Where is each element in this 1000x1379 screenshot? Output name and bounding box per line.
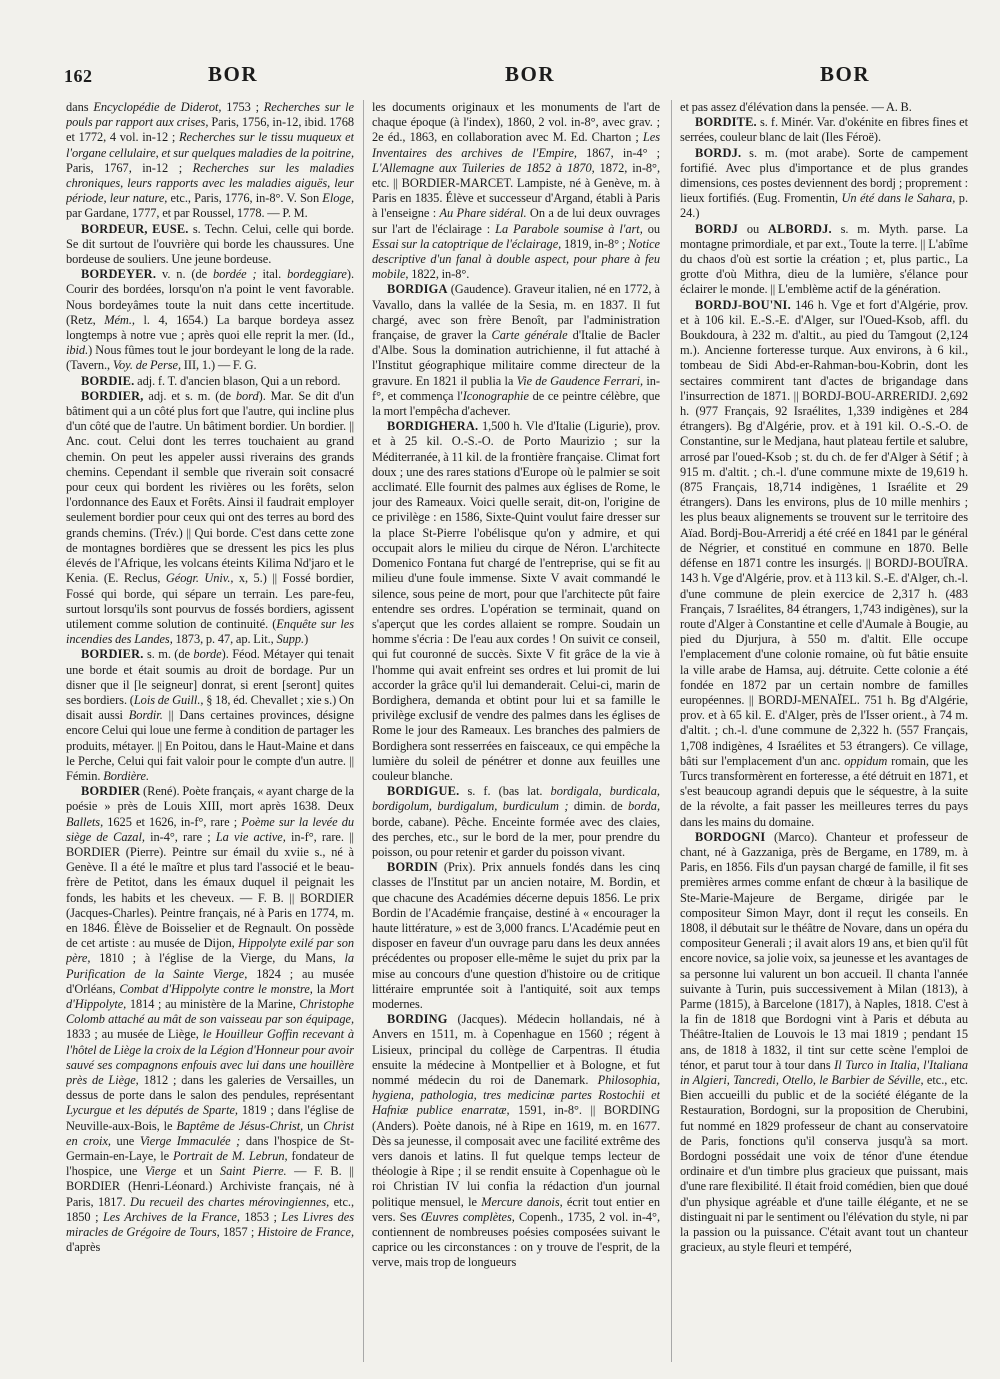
entry-text: adj. et s. m. (de <box>143 388 236 403</box>
entry-text: p. 24.) <box>680 191 968 221</box>
italic-text: la Purification de la Sainte Vierge, <box>66 951 354 981</box>
italic-text: Combat d'Hippolyte contre le monstre, <box>119 981 313 996</box>
entry-text: adj. f. T. d'ancien blason, Qui a un rebord. <box>134 373 341 388</box>
entry-text: s. m. Myth. parse. La montagne primordiale, et par ext., Toute la terre. || L'abîme du chaos d'où est sortie la création ; et, plus partic., La grotte d'où Mithra, dieu de la lumière, s'élance pour éclairer le monde. || L'emblème actif de la génération. <box>680 221 968 297</box>
italic-text: Mém., <box>104 312 135 327</box>
entry-lemma: BORDEYER. <box>81 267 157 282</box>
italic-text: bordeggiare <box>287 267 347 282</box>
entry-text: ou <box>642 221 660 236</box>
entry-lemma: BORDIER, <box>81 388 144 403</box>
entry-text: dans <box>66 100 94 114</box>
entry-text: 1591, in-8°. || BORDING (Anders). Poète danois, né à Ripe en 1619, m. en 1677. Dès sa jeunesse, il composait avec une facilité extrême des vers danois et latins. Il fut quelque temps lecteur de théologie à Ripe ; il se rendit ensuite à Copenhague où le roi Christian IV lui confia la rédaction d'un journal politique mensuel, le <box>372 1103 660 1209</box>
dictionary-entry <box>372 860 660 1012</box>
italic-text: Au Phare sidéral. <box>439 206 527 221</box>
italic-text: La Parabole soumise à l'art, <box>495 221 643 236</box>
entry-text: x, 5.) || Fossé bordier, Fossé qui borde, qui sépare un terrain. Les pare-feu, surtout lorsqu'ils sont pourvus de fossés bordiers, agissent utilement comme solution de continuité. ( <box>66 571 354 631</box>
continued-paragraph <box>372 100 660 282</box>
dictionary-entry <box>680 298 968 830</box>
entry-text: (Jacques). Médecin hollandais, né à Anvers en 1511, m. à Copenhague en 1560 ; régent à Lisieux, principal du collège de Carpentras. Il étudia ensuite la médecine à Montpellier et à Bologne, et fut nommé médecin du roi de Danemark. <box>372 1012 660 1087</box>
dictionary-entry <box>372 784 660 860</box>
italic-text: Vie de Gaudence Ferrari, <box>516 373 644 388</box>
entry-text: (Marco). Chanteur et professeur de chant, né à Gazzaniga, près de Bergame, en 1789, m. à Paris, en 1856. Fils d'un paysan chargé de famille, il fit ses premières armes comme enfant de chœur à la basilique de Ste-Marie-Majeure de Bergame, dirigée par le compositeur Simon Mayr, dont il reçut les conseils. En 1808, il débutait sur le théâtre de Novare, dans un opéra du compositeur Generali ; il avait alors 19 ans, et bien qu'il fût encore novice, sa jolie voix, sa jeunesse et les avantages de sa personne lui valurent un bon accueil. Il chanta l'année suivante à Turin, puis successivement à Milan (1813), à Parme (1815), à Barcelone (1817), à Naples, 1818. C'est à la fin de 1818 que Bordogni vint à Paris et débuta au Théâtre-Italien de Louvois le 13 mai 1819 ; pendant 15 ans, de 1818 à 1832, il tint sur cette scène l'emploi de ténor, et parut tour à tour dans <box>680 829 968 1072</box>
entry-text: Paris, 1756, in-12, ibid. 1768 et 1772, 4 vol. in-12 ; <box>66 115 354 145</box>
dictionary-entry <box>680 146 968 222</box>
entry-text: 1867, in-4° ; <box>576 145 660 160</box>
italic-text: Portrait de M. Lebrun, <box>172 1149 288 1164</box>
italic-text: Carte générale <box>491 328 568 343</box>
italic-text: Mercure danois, <box>481 1194 563 1209</box>
entry-text: On a de lui deux ouvrages sur l'art de l'éclairage : <box>372 206 660 236</box>
entry-text: s. Techn. Celui, celle qui borde. Se dit surtout de l'ouvrière qui borde les chaussures. Une bordeuse de souliers. Une jeune bordeuse. <box>66 221 354 267</box>
entry-text: 1819, in-8° ; <box>561 236 628 251</box>
entry-text: écrit tout entier en vers. Ses <box>372 1194 660 1224</box>
italic-text: bordée ; <box>212 267 257 282</box>
entry-lemma: BORDIN <box>387 860 438 875</box>
dictionary-entry <box>680 830 968 1256</box>
italic-text: Les Inventaires des archives de l'Empire, <box>372 130 660 160</box>
entry-text: Paris, 1767, in-12 ; <box>66 160 193 175</box>
italic-text: Poème sur la levée du siège de Cazal, <box>66 814 354 844</box>
entry-lemma: BORDEUR, EUSE. <box>81 221 189 236</box>
entry-text: la <box>312 981 330 996</box>
entry-text: || Dans certaines provinces, désigne encore Celui qui loue une ferme à condition de partager les produits, métayer. || En Poitou, dans le Haut-Maine et dans le Perche, Celui qui fait valoir pour le compte d'un autre. || Fémin. <box>66 708 354 783</box>
dictionary-entry <box>372 419 660 784</box>
italic-text: Histoire de France, <box>257 1225 354 1240</box>
entry-text: d'Italie de Bacler d'Albe. Sous la domination autrichienne, il fut attaché à l'Institut géographique militaire comme directeur de la gravure. En 1821 il publia la <box>372 328 660 388</box>
dictionary-entry <box>680 115 968 145</box>
continued-paragraph <box>680 100 968 115</box>
entry-text: 1753 ; <box>221 100 264 114</box>
italic-text: Enquête sur les incendies des Landes, <box>66 616 354 647</box>
continued-paragraph <box>66 100 354 222</box>
entry-lemma: BORDIGUE. <box>387 784 460 799</box>
italic-text: Du recueil des chartes mérovingiennes, <box>130 1194 330 1209</box>
entry-text: 1822, in-8°. <box>408 267 470 282</box>
entry-text: Copenh., 1735, 2 vol. in-4°, contiennent de nombreuses poésies composées suivant le caprice ou les circonstances : on y trouve de l'esprit, de la verve, mais trop de longueurs <box>372 1209 660 1270</box>
dictionary-entry <box>66 267 354 373</box>
entry-text: ). Mar. Se dit d'un bâtiment qui a un côté plus fort que l'autre, qui incline plus d'un côté que de l'autre. Un bâtiment bordier. Un bordier. || Anc. cout. Celui dont les terres touchaient au grand chemin. On peut les appeler aussi riverains des grands chemins. Cependant il semble que riverain soit consacré pour ceux qui bordent les rivières ou les forêts, selon l'ordonnance des Eaux et Forêts. Ainsi il faudrait employer seulement bordier pour ceux qui ont des terres au bord des grands chemins. (Trév.) || Qui borde. C'est dans cette zone de montagnes bordières que se dressent les pics les plus élevés de l'Afrique, les volcans éteints Kilima Nd'jaro et le Kenia. (E. Reclus, <box>66 388 354 586</box>
italic-text: Recherches sur le pouls par rapport aux crises, <box>66 100 354 130</box>
italic-text: Un été dans le Sahara, <box>841 191 956 206</box>
italic-text: L'Allemagne aux Tuileries de 1852 à 1870, <box>372 160 595 175</box>
italic-text: Christophe Colomb attaché au mât de son vaisseau par son équipage, <box>66 996 354 1027</box>
entry-text: par Gardane, 1777, et par Roussel, 1778. — P. M. <box>66 206 308 221</box>
entry-text: ) Nous fûmes tout le jour bordeyant le long de la rade. (Tavern., <box>66 343 354 373</box>
entry-text: 146 h. Vge et fort d'Algérie, prov. et à 106 kil. E.-S.-E. d'Alger, sur l'Oued-Ksob, affl. du Boukdoura, à 232 m. d'altit., au pied du Tamgout (2,124 m.). Ancienne forteresse turque. Aux environs, à 6 kil., tombeau de Sidi Abd-er-Rahman-bou-Kobrin, dont les sectaires commirent tant d'actes de brigandage dans l'insurrection de 1871. || BORDJ-BOU-ARRERIDJ. 2,692 h. (977 Français, 92 Israélites, 1,339 indigènes et 284 étrangers). Bg d'Algérie, prov. et à 191 kil. O.-S.-O. de Constantine, sur le Medjana, haut plateau fertile et salubre, arrosé par l'oued-Ksob ; st. du ch. de fer d'Alger à Sétif ; à 915 m. d'altit. ; ch.-l. d'une commune mixte de 19,619 h. (875 Français, 18,714 indigènes, 1 Israélite et 29 étrangers). Dans les environs, plus de 10 mille menhirs ; les plus beaux alignements se trouvent sur le territoire des Aïad. Bordj-Bou-Arreridj a été créé en 1841 par le général de Négrier, et constitué en commune en 1870. Belle défense en 1871 contre les insurgés. || BORDJ-BOUÏRA. 143 h. Vge d'Algérie, prov. et à 113 kil. S.-E. d'Alger, ch.-l. d'une commune de plein exercice de 2,317 h. (483 Français, 7 Israélites, 84 étrangers, 1,743 indigènes), sur la route d'Alger à Constantine et celle d'Aumale à Bougie, au pied du Djurjura, à 550 m. d'altit. Elle occupe l'emplacement d'une colonie romaine, où fut bâtie ensuite la ville arabe de Hamsa, auj. détruite. Cette colonie a été fondée en 1872 par un certain nombre de familles européennes. || BORDJ-MENAÏEL. 751 h. Bg d'Algérie, prov. et à 65 kil. E. d'Alger, près de l'Isser orient., à 74 m. d'altit. ; ch.-l. d'une commune de 2,322 h. (557 Français, 1,708 indigènes, 4 Israélites et 53 étrangers). Ce village, bâti sur l'emplacement d'un anc. <box>680 297 968 768</box>
italic-text: borde <box>193 647 222 662</box>
entry-text: dans l'hospice de St-Germain-en-Laye, le <box>66 1133 354 1164</box>
entry-text: — F. B. || BORDIER (Henri-Léonard.) Archiviste français, né à Paris, 1817. <box>66 1164 354 1209</box>
entry-text: (René). Poète français, « ayant charge de la poésie » près de Louis XIII, mort après 1638. Deux <box>66 784 354 814</box>
entry-lemma: BORDING <box>387 1012 448 1027</box>
italic-text: Vierge <box>144 1164 177 1179</box>
entry-text: 1857 ; <box>219 1225 258 1240</box>
entry-text: 1819 ; dans l'église de Neuville-aux-Bois, le <box>66 1103 354 1133</box>
entry-text: § 18, éd. Chevallet ; xie s.) On disait aussi <box>66 692 354 723</box>
italic-text: Supp. <box>276 632 305 647</box>
running-headword-right: BOR <box>820 62 871 86</box>
entry-text: in-f°, et commença l' <box>372 373 660 403</box>
italic-text: Recherches sur les maladies chroniques, leurs rapports avec les maladies aiguës, leur période, leur nature, <box>66 160 354 206</box>
italic-text: Bordir. <box>128 708 163 723</box>
entry-text: 1873, p. 47, ap. Lit., <box>172 632 277 647</box>
entry-text: d'après <box>66 1240 101 1255</box>
entry-text: 1812 ; dans les galeries de Versailles, un dessus de porte dans le salon des pendules, représentant <box>66 1073 354 1103</box>
entry-text: une <box>110 1133 140 1148</box>
italic-text: Vierge Immaculée ; <box>139 1133 241 1148</box>
entry-text: v. n. (de <box>156 267 213 282</box>
entry-lemma: BORDJ. <box>695 145 742 160</box>
entry-text: et pas assez d'élévation dans la pensée. — A. B. <box>680 100 912 114</box>
dictionary-entry <box>66 222 354 268</box>
italic-text: Mort d'Hippolyte, <box>66 981 354 1011</box>
entry-text: dimin. de <box>568 799 629 814</box>
entry-lemma: ALBORDJ. <box>767 221 832 236</box>
italic-text: Bordière. <box>103 768 149 783</box>
entry-lemma: BORDIER <box>81 784 141 799</box>
italic-text: Encyclopédie de Diderot, <box>93 100 222 114</box>
italic-text: Œuvres complètes, <box>420 1209 515 1224</box>
italic-text: bord <box>235 388 259 403</box>
entry-text: 1833 ; au musée de Liège, <box>66 1027 203 1042</box>
entry-text: 1,500 h. Vle d'Italie (Ligurie), prov. et à 25 kil. O.-S.-O. de Porto Maurizio ; sur la Méditerranée, à 11 kil. de la frontière française. Climat fort doux ; une des rares stations d'Europe où le palmier se soit acclimaté. Elle fournit des palmes aux églises de Rome, le jour des Rameaux. Voici quelle serait, dit-on, l'origine de ce privilège : en 1586, Sixte-Quint voulut faire dresser sur la place St-Pierre l'obélisque qu'on y admire, et qui occupait alors le milieu du cirque de Néron. L'architecte Domenico Fontana fut chargé de l'entreprise, qui se fit au milieu d'une foule immense. Sixte V avait commandé le silence, sous peine de mort, pour que l'architecte pût faire entendre ses ordres. L'opération se terminait, quand on s'aperçut que les cordes allaient se rompre. Soudain un homme s'écria : De l'eau aux cordes ! On suivit ce conseil, qui fut couronné de succès. Sixte V fit grâce de la vie à l'homme qui avait enfreint ses ordres et lui promit de lui accorder la grâce qu'il lui demanderait. Celui-ci, marin de Bordighera, demanda et obtint pour lui et sa famille le privilège exclusif de vendre des palmes dans les églises de Rome le jour des Rameaux. Les branches des palmiers de Bordighera sont resserrées en faisceaux, ce qui empêche la lumière du soleil de pénétrer et donne aux feuilles une couleur blanche. <box>372 419 660 783</box>
entry-lemma: BORDIGHERA. <box>387 419 479 434</box>
running-headword-left: BOR <box>208 62 259 86</box>
entry-lemma: BORDITE. <box>695 115 757 130</box>
entry-text: s. f. (bas lat. <box>459 784 551 799</box>
entry-lemma: BORDJ-BOU'NI. <box>695 297 791 312</box>
italic-text: Lois de Guill., <box>133 692 204 707</box>
column-divider <box>671 100 672 1362</box>
entry-text: borde, cabane). Pêche. Enceinte formée avec des claies, des perches, etc., sur le bord de la mer, pour prendre du poisson, ou pour retenir et garder du poisson vivant. <box>372 814 660 859</box>
entry-text: ou <box>738 221 768 236</box>
page-number: 162 <box>64 66 93 86</box>
text-column-3 <box>680 100 968 1362</box>
entry-text: s. m. (de <box>143 647 194 662</box>
italic-text: Recherches sur le tissu muqueux et l'organe cellulaire, et sur quelques maladies de la poitrine, <box>66 130 354 160</box>
entry-lemma: BORDOGNI <box>695 829 766 844</box>
italic-text: Les Livres des miracles de Grégoire de Tours, <box>66 1209 354 1240</box>
text-column-1 <box>66 100 354 1362</box>
dictionary-entry <box>372 282 660 419</box>
italic-text: La vie active, <box>215 829 286 844</box>
entry-text: III, 1.) — F. G. <box>181 358 257 373</box>
dictionary-entry <box>66 784 354 1255</box>
entry-text: (Gaudence). Graveur italien, né en 1772, à Vavallo, dans la vallée de la Sesia, m. en 1837. Il fut chargé, avec son frère Benoît, par l'administration française, de graver la <box>372 282 660 343</box>
italic-text: Ballets, <box>66 814 104 829</box>
entry-lemma: BORDIE. <box>81 373 135 388</box>
column-divider <box>363 100 364 1362</box>
text-column-2 <box>372 100 660 1362</box>
italic-text: bordigala, burdicala, bordigolum, burdigalum, burdiculum ; <box>372 784 660 814</box>
entry-text: ). Féod. Métayer qui tenait une borde et était soumis au droit de bordage. Pur un disner que il [le seigneur] donrat, si erent [seront] quites ses bordiers. ( <box>66 647 354 707</box>
italic-text: Géogr. Univ., <box>165 571 234 586</box>
italic-text: borda, <box>628 799 660 814</box>
entry-text: et un <box>176 1164 220 1179</box>
entry-lemma: BORDIER. <box>81 647 144 662</box>
entry-lemma: BORDIGA <box>387 282 448 297</box>
entry-text: in-4°, rare ; <box>144 829 216 844</box>
dictionary-entry <box>372 1012 660 1270</box>
entry-text: romain, que les Turcs transformèrent en forteresse, a été détruit en 1871, et s'est beaucoup agrandi depuis que le séquestre, à la suite de la révolte, a fait passer les meilleures terres du pays dans les mains du domaine. <box>680 753 968 829</box>
italic-text: Baptême de Jésus-Christ, <box>176 1118 304 1133</box>
entry-text: 1853 ; <box>239 1209 282 1224</box>
entry-text: s. f. Minér. Var. d'okénite en fibres fines et serrées, couleur blanc de lait (Iles Féroë). <box>680 115 968 145</box>
italic-text: Lycurgue et les députés de Sparte, <box>66 1103 238 1118</box>
entry-text: etc., Paris, 1776, in-8°. V. Son <box>167 191 323 206</box>
italic-text: Hippolyte exilé par son père, <box>66 936 354 966</box>
entry-text: etc., 1850 ; <box>66 1194 354 1224</box>
entry-text: 1814 ; au ministère de la Marine, <box>126 996 300 1011</box>
entry-text: un <box>303 1118 324 1133</box>
italic-text: Iconographie <box>462 388 529 403</box>
italic-text: Christ en croix, <box>66 1118 354 1148</box>
entry-text: ) <box>304 632 309 647</box>
entry-text: etc., etc. Bien accueilli du public et de la société élégante de la Restauration, Bordogni, sur la proposition de Cherubini, fut nommé en 1829 professeur de chant au conservatoire de Paris, fonctions qu'il conserva jusqu'à sa mort. Bordogni possédait une voix de ténor d'une étendue ordinaire et d'un timbre plus gracieux que puissant, mais d'une rare flexibilité. Il était froid comédien, bien que doué d'un physique agréable et d'une taille élégante, et ne se distinguait ni par le sentiment ou l'élévation du style, ni par la passion ou la puissance. C'était avant tout un chanteur gracieux, au style fleuri et tempéré, <box>680 1073 968 1255</box>
page-header <box>60 60 965 90</box>
entry-text: de ce peintre célèbre, que la mort l'empêcha d'achever. <box>372 388 660 419</box>
dictionary-entry <box>680 222 968 298</box>
italic-text: le Houilleur Goffin recevant à l'hôtel de Liège la croix de la Légion d'Honneur pour avoir sauvé ses compagnons enfouis avec lui dans une houillère près de Liège, <box>66 1027 354 1087</box>
entry-text: (Prix). Prix annuels fondés dans les cinq classes de l'Institut par un ancien notaire, M. Bordin, et que chacune des Académies décerne depuis 1856. Le prix Bordin de l'Académie française, destiné à « encourager la haute littérature, » est de 3,000 francs. L'Académie peut en disposer en faveur d'un ouvrage paru dans les deux années précédentes ou proposer elle-même le sujet du prix par la mise au concours d'une question d'histoire ou de critique littéraire empruntée soit à l'antiquité, soit aux temps modernes. <box>372 860 660 1011</box>
italic-text: Essai sur la catoptrique de l'éclairage, <box>372 236 562 251</box>
entry-text: ital. <box>256 267 288 282</box>
italic-text: Il Turco in Italia, l'Italiana in Algieri, Tancredi, Otello, le Barbier de Séville, <box>680 1057 968 1087</box>
italic-text: Notice descriptive d'un fanal à double aspect, pour phare à feu mobile, <box>372 236 660 282</box>
dictionary-entry <box>66 647 354 784</box>
dictionary-entry <box>66 389 354 647</box>
entry-text: fondateur de l'hospice, une <box>66 1149 354 1179</box>
entry-text: in-f°, rare. || BORDIER (Pierre). Peintre sur émail du xviie s., né à Genève. Il a été le maître et plus tard l'associé et le beau-frère de Petitot, dans les émaux duquel il peignait les fonds, les habits et les cheveux. — F. B. || BORDIER (Jacques-Charles). Peintre français, né à Paris en 1774, m. en 1846. Élève de Boisselier et de Regnault. On possède de cet artiste : au musée de Dijon, <box>66 829 354 951</box>
entry-text: ). Courir des bordées, lorsqu'on n'a point le vent favorable. Nous bordeyâmes toute la nuit dans cette incertitude. (Retz, <box>66 267 354 327</box>
entry-text: l. 4, 1654.) La barque bordeya assez longtemps à notre vue ; après quoi elle reprit la mer. (Id., <box>66 312 354 343</box>
entry-text: s. m. (mot arabe). Sorte de campement fortifié. Avec plus d'importance et de plus grandes dimensions, ces postes deviennent des bordj ; proprement : lieux fortifiés. (Eug. Fromentin, <box>680 145 968 206</box>
entry-text: 1625 et 1626, in-f°, rare ; <box>103 814 242 829</box>
italic-text: oppidum <box>844 753 888 768</box>
entry-text: les documents originaux et les monuments de l'art de chaque époque (à l'index), 1860, 2 vol. in-8°, avec grav. ; 2e éd., 1863, en collaboration avec M. Ed. Charton ; <box>372 100 660 145</box>
entry-lemma: BORDJ <box>695 221 738 236</box>
italic-text: Voy. de Perse, <box>112 358 182 373</box>
italic-text: Les Archives de la France, <box>102 1209 240 1224</box>
entry-text: 1810 ; à l'église de la Vierge, du Mans, <box>90 951 345 966</box>
running-headword-center: BOR <box>505 62 556 86</box>
entry-text: 1824 ; au musée d'Orléans, <box>66 966 354 996</box>
italic-text: ibid. <box>66 343 89 358</box>
dictionary-entry <box>66 374 354 389</box>
italic-text: Philosophia, hygiena, pathologia, tres medicinæ partes Rostochii et Hafniæ publice enarratæ, <box>372 1073 660 1118</box>
entry-text: 1872, in-8°, etc. || BORDIER-MARCET. Lampiste, né à Genève, m. à Paris en 1835. Élève et successeur d'Argand, établi à Paris à l'enseigne : <box>372 160 660 221</box>
italic-text: Saint Pierre. <box>219 1164 287 1179</box>
italic-text: Eloge, <box>322 191 354 206</box>
